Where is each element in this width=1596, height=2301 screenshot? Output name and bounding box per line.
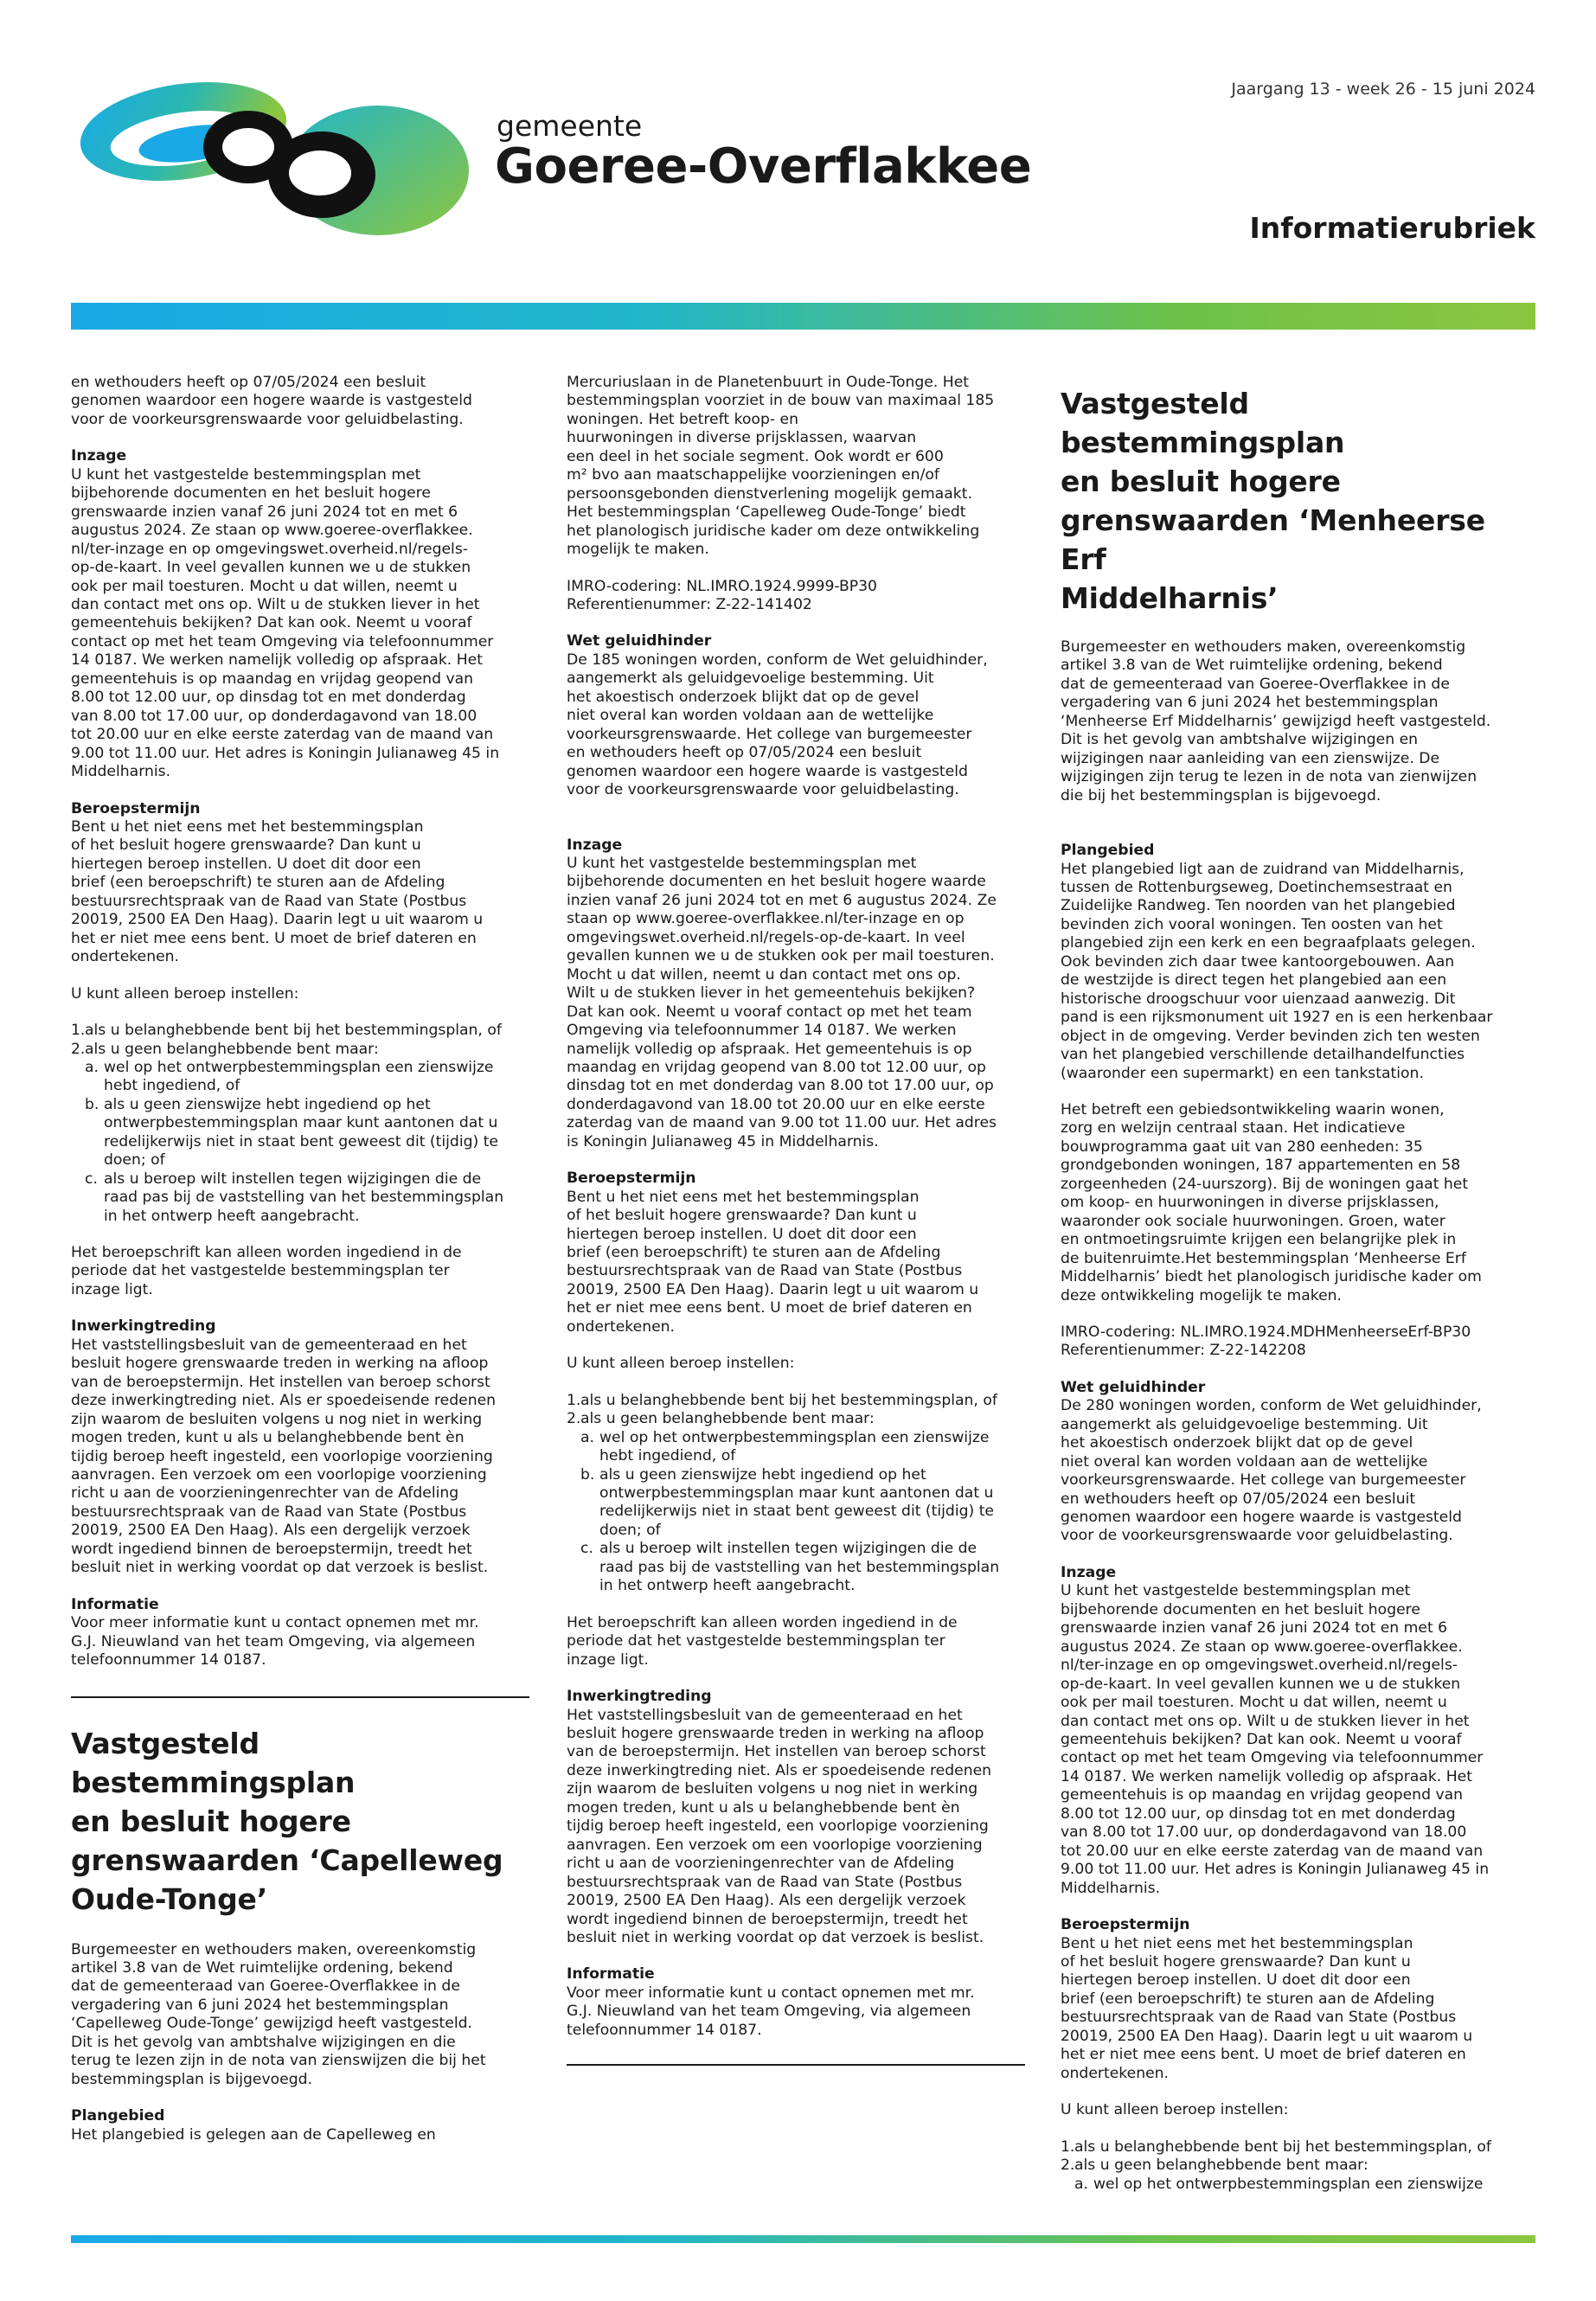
text-line: Het beroepschrift kan alleen worden ingediend in de bbox=[567, 1613, 958, 1631]
list-item: a. wel op het ontwerpbestemmingsplan een zienswijze bbox=[85, 1058, 494, 1076]
text-line: Middelharnis. bbox=[1061, 1879, 1161, 1897]
text-line: Burgemeester en wethouders maken, overeenkomstig bbox=[1061, 638, 1466, 656]
text-line: brief (een beroepschrift) te sturen aan de Afdeling bbox=[1061, 1990, 1435, 2008]
text-line: op-de-kaart. In veel gevallen kunnen we u de stukken bbox=[1061, 1675, 1461, 1693]
text-line: de buitenruimte.Het bestemmingsplan ‘Menheerse Erf bbox=[1061, 1249, 1466, 1267]
text-line: Het vaststellingsbesluit van de gemeenteraad en het bbox=[71, 1336, 467, 1354]
column-2 bbox=[567, 374, 1034, 2225]
text-line: wordt ingediend binnen de beroepstermijn, treedt het bbox=[71, 1540, 472, 1558]
text-line: dan contact met ons op. Wilt u de stukken liever in het bbox=[1061, 1712, 1470, 1730]
text-line: mogelijk te maken. bbox=[567, 541, 709, 559]
list-item: hebt ingediend, of bbox=[599, 1447, 736, 1465]
text-line: 9.00 tot 11.00 uur. Het adres is Koningin Julianaweg 45 in bbox=[1061, 1861, 1490, 1879]
text-line: 8.00 tot 12.00 uur, op dinsdag tot en met donderdag bbox=[1061, 1804, 1456, 1823]
section-heading: Beroepstermijn bbox=[71, 799, 201, 817]
text-line: inzien vanaf 26 juni 2024 tot en met 6 augustus 2024. Ze bbox=[567, 891, 997, 909]
section-heading: Inzage bbox=[71, 447, 127, 465]
list-item: doen; of bbox=[599, 1521, 661, 1539]
text-line: gemeentehuis is op maandag en vrijdag geopend van bbox=[1061, 1786, 1464, 1804]
text-line: het er niet mee eens bent. U moet de brief dateren en bbox=[71, 929, 477, 947]
text-line: of het besluit hogere grenswaarde? Dan kunt u bbox=[1061, 1953, 1411, 1971]
text-line: Zuidelijke Randweg. Ten noorden van het plangebied bbox=[1061, 897, 1456, 915]
text-line: het er niet mee eens bent. U moet de brief dateren en bbox=[1061, 2046, 1466, 2064]
text-line: nl/ter-inzage en op omgevingswet.overheid.nl/regels- bbox=[1061, 1657, 1458, 1675]
list-item: in het ontwerp heeft aangebracht. bbox=[104, 1207, 360, 1225]
text-line: deze inwerkingtreding niet. Als er spoedeisende redenen bbox=[71, 1392, 497, 1410]
text-line: van de beroepstermijn. Het instellen van beroep schorst bbox=[567, 1743, 986, 1761]
list-item: b. als u geen zienswijze hebt ingediend op het bbox=[85, 1095, 431, 1113]
text-line: bestemmingsplan voorziet in de bouw van maximaal 185 bbox=[567, 392, 995, 410]
municipality-name: Goeree-Overflakkee bbox=[495, 138, 1032, 195]
text-line: grondgebonden woningen, 187 appartementen en 58 bbox=[1061, 1157, 1461, 1175]
column-1 bbox=[71, 374, 531, 2225]
text-line: brief (een beroepschrift) te sturen aan de Afdeling bbox=[567, 1244, 941, 1262]
text-line: en wethouders heeft op 07/05/2024 een besluit bbox=[1061, 1490, 1416, 1508]
text-line: periode dat het vastgestelde bestemmingsplan ter bbox=[567, 1632, 945, 1650]
text-line: bestuursrechtspraak van de Raad van State (Postbus bbox=[567, 1873, 963, 1891]
logo-ring-back-hole bbox=[222, 128, 274, 166]
text-line: richt u aan de voorzieningenrechter van de Afdeling bbox=[71, 1484, 459, 1503]
section-heading: Beroepstermijn bbox=[1061, 1916, 1190, 1934]
text-line: van 8.00 tot 17.00 uur, op donderdagavond van 18.00 bbox=[1061, 1823, 1467, 1842]
text-line: Het bestemmingsplan ‘Capelleweg Oude-Tonge’ biedt bbox=[567, 503, 966, 522]
text-line: bestuursrechtspraak van de Raad van State (Postbus bbox=[71, 892, 467, 910]
text-line: bestuursrechtspraak van de Raad van State (Postbus bbox=[1061, 2009, 1457, 2027]
text-line: contact op met het team Omgeving via telefoonnummer bbox=[1061, 1749, 1484, 1767]
text-line: 14 0187. We werken namelijk volledig op afspraak. Het bbox=[71, 651, 483, 670]
logo-ring-front-hole bbox=[289, 151, 351, 195]
article-headline: Vastgesteld bestemmingsplan en besluit hogere grenswaarden ‘Menheerse Erf Middelharnis’ bbox=[1061, 387, 1485, 615]
text-line: gemeentehuis is op maandag en vrijdag geopend van bbox=[71, 670, 474, 688]
text-line: telefoonnummer 14 0187. bbox=[567, 2021, 762, 2039]
text-line: augustus 2024. Ze staan op www.goeree-overflakkee. bbox=[1061, 1638, 1463, 1656]
text-line: een deel in het sociale segment. Ook wordt er 600 bbox=[567, 447, 944, 465]
text-line: besluit hogere grenswaarde treden in werking na afloop bbox=[567, 1725, 984, 1742]
text-line: object in de omgeving. Verder bevinden zich ten westen bbox=[1061, 1027, 1480, 1045]
text-line: Voor meer informatie kunt u contact opnemen met mr. bbox=[71, 1614, 479, 1632]
text-line: Mercuriuslaan in de Planetenbuurt in Oude-Tonge. Het bbox=[567, 374, 970, 391]
text-line: 20019, 2500 EA Den Haag). Daarin legt u uit waarom u bbox=[71, 911, 484, 929]
text-line: ondertekenen. bbox=[1061, 2064, 1170, 2082]
text-line: genomen waardoor een hogere waarde is vastgesteld bbox=[1061, 1509, 1462, 1527]
list-item: b. als u geen zienswijze hebt ingediend op het bbox=[580, 1465, 926, 1484]
text-line: Omgeving via telefoonnummer 14 0187. We werken bbox=[567, 1022, 957, 1040]
text-line: Burgemeester en wethouders maken, overeenkomstig bbox=[71, 1940, 477, 1958]
text-line: gevallen kunnen we u de stukken ook per mail toesturen. bbox=[567, 947, 995, 965]
text-line: inzage ligt. bbox=[567, 1650, 649, 1669]
text-line: brief (een beroepschrift) te sturen aan de Afdeling bbox=[71, 874, 445, 892]
text-line: bestemmingsplan is bijgevoegd. bbox=[71, 2070, 313, 2088]
text-line: Middelharnis’ biedt het planologisch juridische kader om bbox=[1061, 1268, 1482, 1286]
text-line: hiertegen beroep instellen. U doet dit door een bbox=[71, 855, 421, 873]
text-line: aanvragen. Een verzoek om een voorlopige voorziening bbox=[71, 1466, 487, 1484]
text-line: bouwprogramma gaat uit van 280 eenheden: 35 bbox=[1061, 1138, 1423, 1156]
text-line: ook per mail toesturen. Mocht u dat willen, neemt u bbox=[71, 577, 458, 595]
text-line: deze inwerkingtreding niet. Als er spoedeisende redenen bbox=[567, 1761, 992, 1779]
text-line: namelijk volledig op afspraak. Het gemeentehuis is op bbox=[567, 1040, 972, 1058]
section-heading: Beroepstermijn bbox=[567, 1170, 696, 1188]
text-line: terug te lezen zijn in de nota van zienswijzen die bij het bbox=[71, 2052, 486, 2070]
article-headline: Vastgesteld bestemmingsplan en besluit hogere grenswaarden ‘Capelleweg Oude-Tonge’ bbox=[71, 1726, 503, 1916]
rubric-title: Informatierubriek bbox=[1249, 211, 1535, 245]
text-line: Referentienummer: Z-22-142208 bbox=[1061, 1342, 1306, 1360]
text-line: en wethouders heeft op 07/05/2024 een besluit bbox=[567, 744, 922, 762]
text-line: aangemerkt als geluidgevoelige bestemming. Uit bbox=[1061, 1415, 1428, 1433]
text-line: periode dat het vastgestelde bestemmingsplan ter bbox=[71, 1262, 450, 1280]
header-gradient-bar bbox=[71, 303, 1535, 330]
text-line: tijdig beroep heeft ingesteld, een voorlopige voorziening bbox=[567, 1817, 989, 1836]
text-line: zijn waarom de besluiten volgens u nog niet in werking bbox=[567, 1780, 978, 1798]
text-line: het akoestisch onderzoek blijkt dat op de gevel bbox=[567, 688, 920, 706]
text-line: IMRO-codering: NL.IMRO.1924.MDHMenheerseErf-BP30 bbox=[1061, 1323, 1471, 1341]
text-line: aangemerkt als geluidgevoelige bestemming. Uit bbox=[567, 670, 934, 688]
text-line: U kunt het vastgestelde bestemmingsplan met bbox=[567, 854, 917, 872]
list-item: 1. als u belanghebbende bent bij het bestemmingsplan, of bbox=[1061, 2138, 1491, 2156]
text-line: wijzigingen naar aanleiding van een zienswijze. De bbox=[1061, 749, 1440, 767]
text-line: en wethouders heeft op 07/05/2024 een besluit bbox=[71, 374, 426, 391]
list-item: 2. als u geen belanghebbende bent maar: bbox=[1061, 2157, 1368, 2175]
text-line: augustus 2024. Ze staan op www.goeree-overflakkee. bbox=[71, 522, 473, 540]
section-heading: Wet geluidhinder bbox=[567, 632, 712, 651]
text-line: waaronder ook sociale huurwoningen. Groen, water bbox=[1061, 1212, 1445, 1230]
text-line: huurwoningen in diverse prijsklassen, waarvan bbox=[567, 429, 917, 447]
text-line: maandag en vrijdag geopend van 8.00 tot 12.00 uur, op bbox=[567, 1058, 986, 1076]
section-heading: Plangebied bbox=[71, 2107, 165, 2125]
text-line: gemeentehuis bekijken? Dat kan ook. Neemt u vooraf bbox=[71, 614, 472, 632]
text-line: hiertegen beroep instellen. U doet dit door een bbox=[1061, 1971, 1411, 1990]
text-line: tot 20.00 uur en elke eerste zaterdag van de maand van bbox=[71, 726, 494, 744]
list-item: a. wel op het ontwerpbestemmingsplan een zienswijze bbox=[1074, 2175, 1484, 2193]
text-line: persoonsgebonden dienstverlening mogelijk gemaakt. bbox=[567, 484, 972, 503]
list-item: 2. als u geen belanghebbende bent maar: bbox=[71, 1040, 379, 1058]
list-item: c. als u beroep wilt instellen tegen wijzigingen die de bbox=[85, 1170, 482, 1188]
text-line: artikel 3.8 van de Wet ruimtelijke ordening, bekend bbox=[1061, 657, 1443, 675]
text-line: pand is een rijksmonument uit 1927 en is een herkenbaar bbox=[1061, 1009, 1493, 1027]
text-line: Dit is het gevolg van ambtshalve wijzigingen en die bbox=[71, 2033, 456, 2051]
text-line: nl/ter-inzage en op omgevingswet.overheid.nl/regels- bbox=[71, 540, 468, 558]
text-line: 20019, 2500 EA Den Haag). Als een dergelijk verzoek bbox=[567, 1892, 966, 1910]
text-line: genomen waardoor een hogere waarde is vastgesteld bbox=[567, 762, 968, 780]
text-line: bijbehorende documenten en het besluit hogere waarde bbox=[567, 873, 986, 891]
section-heading: Inwerkingtreding bbox=[567, 1688, 712, 1706]
text-line: dat de gemeenteraad van Goeree-Overflakkee in de bbox=[1061, 675, 1450, 693]
text-line: historische droogschuur voor uienzaad aanwezig. Dit bbox=[1061, 990, 1456, 1008]
text-line: de westzijde is direct tegen het plangebied aan een bbox=[1061, 971, 1447, 990]
text-line: Het vaststellingsbesluit van de gemeenteraad en het bbox=[567, 1706, 963, 1724]
text-line: vergadering van 6 juni 2024 het bestemmingsplan bbox=[1061, 694, 1439, 712]
text-line: richt u aan de voorzieningenrechter van de Afdeling bbox=[567, 1855, 955, 1873]
list-item: ontwerpbestemmingsplan maar kunt aantonen dat u bbox=[599, 1484, 994, 1503]
text-line: m² bvo aan maatschappelijke voorzieningen en/of bbox=[567, 466, 939, 484]
text-line: ‘Menheerse Erf Middelharnis’ gewijzigd heeft vastgesteld. bbox=[1061, 712, 1491, 730]
list-item: ontwerpbestemmingsplan maar kunt aantonen dat u bbox=[104, 1114, 498, 1132]
text-line: 8.00 tot 12.00 uur, op dinsdag tot en met donderdag bbox=[71, 689, 466, 707]
list-item: c. als u beroep wilt instellen tegen wijzigingen die de bbox=[580, 1540, 977, 1558]
text-line: wijzigingen zijn terug te lezen in de nota van zienwijzen bbox=[1061, 768, 1477, 786]
text-line: U kunt alleen beroep instellen: bbox=[1061, 2101, 1289, 2119]
text-line: De 280 woningen worden, conform de Wet geluidhinder, bbox=[1061, 1397, 1482, 1415]
text-line: telefoonnummer 14 0187. bbox=[71, 1651, 266, 1670]
text-line: niet overal kan worden voldaan aan de wettelijke bbox=[1061, 1452, 1428, 1471]
text-line: om koop- en huurwoningen in diverse prijsklassen, bbox=[1061, 1194, 1439, 1212]
text-line: tot 20.00 uur en elke eerste zaterdag van de maand van bbox=[1061, 1842, 1484, 1860]
section-heading: Inwerkingtreding bbox=[71, 1317, 216, 1336]
text-line: U kunt het vastgestelde bestemmingsplan met bbox=[71, 465, 421, 484]
municipality-prefix: gemeente bbox=[497, 109, 643, 143]
text-line: 20019, 2500 EA Den Haag). Als een dergelijk verzoek bbox=[71, 1522, 471, 1540]
text-line: Het plangebied ligt aan de zuidrand van Middelharnis, bbox=[1061, 860, 1465, 878]
text-line: U kunt alleen beroep instellen: bbox=[567, 1355, 795, 1373]
text-line: het er niet mee eens bent. U moet de brief dateren en bbox=[567, 1299, 972, 1317]
text-line: IMRO-codering: NL.IMRO.1924.9999-BP30 bbox=[567, 577, 877, 595]
text-line: De 185 woningen worden, conform de Wet geluidhinder, bbox=[567, 651, 988, 669]
text-line: vergadering van 6 juni 2024 het bestemmingsplan bbox=[71, 1996, 449, 2014]
text-line: en ontmoetingsruimte krijgen een belangrijke plek in bbox=[1061, 1231, 1457, 1249]
text-line: van het plangebied verschillende detailhandelfuncties bbox=[1061, 1046, 1465, 1064]
text-line: (waaronder een supermarkt) en een tankstation. bbox=[1061, 1064, 1424, 1082]
text-line: ook per mail toesturen. Mocht u dat willen, neemt u bbox=[1061, 1694, 1447, 1712]
section-heading: Wet geluidhinder bbox=[1061, 1378, 1206, 1396]
text-line: 20019, 2500 EA Den Haag). Daarin legt u uit waarom u bbox=[1061, 2027, 1473, 2045]
text-line: of het besluit hogere grenswaarde? Dan kunt u bbox=[71, 836, 421, 855]
list-item: 2. als u geen belanghebbende bent maar: bbox=[567, 1410, 875, 1428]
text-line: Voor meer informatie kunt u contact opnemen met mr. bbox=[567, 1984, 975, 2002]
text-line: het akoestisch onderzoek blijkt dat op de gevel bbox=[1061, 1434, 1413, 1452]
text-line: op-de-kaart. In veel gevallen kunnen we u de stukken bbox=[71, 559, 471, 577]
text-line: G.J. Nieuwland van het team Omgeving, via algemeen bbox=[71, 1632, 476, 1650]
text-line: die bij het bestemmingsplan is bijgevoegd. bbox=[1061, 786, 1381, 804]
text-line: mogen treden, kunt u als u belanghebbende bent èn bbox=[71, 1429, 465, 1447]
text-line: zaterdag van de maand van 9.00 tot 11.00 uur. Het adres bbox=[567, 1114, 997, 1132]
text-line: U kunt alleen beroep instellen: bbox=[71, 984, 299, 1003]
text-line: Middelharnis. bbox=[71, 763, 171, 781]
text-line: Bent u het niet eens met het bestemmingsplan bbox=[71, 817, 424, 836]
text-line: voorkeursgrenswaarde. Het college van burgemeester bbox=[1061, 1471, 1466, 1490]
list-item: 1. als u belanghebbende bent bij het bestemmingsplan, of bbox=[567, 1391, 997, 1409]
text-line: zijn waarom de besluiten volgens u nog niet in werking bbox=[71, 1410, 483, 1428]
text-line: dinsdag tot en met donderdag van 8.00 tot 17.00 uur, op bbox=[567, 1077, 994, 1095]
list-item: redelijkerwijs niet in staat bent geweest dit (tijdig) te bbox=[104, 1132, 499, 1150]
section-divider bbox=[567, 2064, 1025, 2066]
text-line: bevinden zich vooral woningen. Ten oosten van het bbox=[1061, 915, 1443, 933]
text-line: bijbehorende documenten en het besluit hogere bbox=[71, 484, 431, 503]
text-line: van 8.00 tot 17.00 uur, op donderdagavond van 18.00 bbox=[71, 707, 478, 725]
text-line: deze ontwikkeling mogelijk te maken. bbox=[1061, 1286, 1343, 1304]
text-line: grenswaarde inzien vanaf 26 juni 2024 tot en met 6 bbox=[71, 503, 458, 521]
text-line: woningen. Het betreft koop- en bbox=[567, 410, 798, 428]
text-line: zorg en welzijn centraal staan. Het indicatieve bbox=[1061, 1119, 1406, 1138]
text-line: ondertekenen. bbox=[567, 1317, 676, 1336]
text-line: of het besluit hogere grenswaarde? Dan kunt u bbox=[567, 1207, 917, 1225]
text-line: voor de voorkeursgrenswaarde voor geluidbelasting. bbox=[567, 781, 959, 799]
text-line: het planologisch juridische kader om deze ontwikkeling bbox=[567, 522, 980, 540]
text-line: gemeentehuis bekijken? Dat kan ook. Neemt u vooraf bbox=[1061, 1731, 1462, 1749]
text-line: grenswaarde inzien vanaf 26 juni 2024 tot en met 6 bbox=[1061, 1619, 1448, 1638]
text-line: 20019, 2500 EA Den Haag). Daarin legt u uit waarom u bbox=[567, 1280, 979, 1298]
text-line: hiertegen beroep instellen. U doet dit door een bbox=[567, 1225, 917, 1243]
list-item: doen; of bbox=[104, 1151, 165, 1170]
text-line: donderdagavond van 18.00 tot 20.00 uur en elke eerste bbox=[567, 1095, 985, 1113]
column-3 bbox=[1061, 374, 1536, 2225]
section-heading: Inzage bbox=[567, 836, 623, 854]
text-line: Het beroepschrift kan alleen worden ingediend in de bbox=[71, 1244, 462, 1262]
list-item: a. wel op het ontwerpbestemmingsplan een zienswijze bbox=[580, 1428, 990, 1446]
list-item: in het ontwerp heeft aangebracht. bbox=[599, 1577, 856, 1595]
text-line: besluit hogere grenswaarde treden in werking na afloop bbox=[71, 1355, 489, 1373]
text-line: voor de voorkeursgrenswaarde voor geluidbelasting. bbox=[71, 410, 464, 428]
text-line: Wilt u de stukken liever in het gemeentehuis bekijken? bbox=[567, 984, 976, 1003]
text-line: Dit is het gevolg van ambtshalve wijzigingen en bbox=[1061, 731, 1419, 749]
text-line: Mocht u dat willen, neemt u dan contact met ons op. bbox=[567, 965, 961, 984]
text-line: staan op www.goeree-overflakkee.nl/ter-inzage en op bbox=[567, 910, 965, 928]
list-item: 1. als u belanghebbende bent bij het bestemmingsplan, of bbox=[71, 1022, 502, 1040]
text-line: bijbehorende documenten en het besluit hogere bbox=[1061, 1600, 1420, 1618]
text-line: dan contact met ons op. Wilt u de stukken liever in het bbox=[71, 595, 480, 613]
text-line: G.J. Nieuwland van het team Omgeving, via algemeen bbox=[567, 2003, 971, 2021]
text-line: Het betreft een gebiedsontwikkeling waarin wonen, bbox=[1061, 1100, 1445, 1118]
list-item: raad pas bij de vaststelling van het bestemmingsplan bbox=[599, 1558, 1000, 1576]
text-line: contact op met het team Omgeving via telefoonnummer bbox=[71, 632, 494, 651]
text-line: Referentienummer: Z-22-141402 bbox=[567, 595, 812, 613]
text-line: wordt ingediend binnen de beroepstermijn, treedt het bbox=[567, 1910, 968, 1928]
text-line: Bent u het niet eens met het bestemmingsplan bbox=[1061, 1934, 1413, 1952]
text-line: voorkeursgrenswaarde. Het college van burgemeester bbox=[567, 725, 972, 743]
text-line: besluit niet in werking voordat op dat verzoek is beslist. bbox=[567, 1928, 984, 1946]
list-item: redelijkerwijs niet in staat bent geweest dit (tijdig) te bbox=[599, 1503, 995, 1521]
text-line: mogen treden, kunt u als u belanghebbende bent èn bbox=[567, 1798, 960, 1817]
text-line: 9.00 tot 11.00 uur. Het adres is Koningin Julianaweg 45 in bbox=[71, 744, 500, 762]
section-heading: Informatie bbox=[567, 1965, 655, 1984]
text-line: Dat kan ook. Neemt u vooraf contact op met het team bbox=[567, 1003, 972, 1021]
list-item: raad pas bij de vaststelling van het bestemmingsplan bbox=[104, 1189, 504, 1207]
text-line: 14 0187. We werken namelijk volledig op afspraak. Het bbox=[1061, 1767, 1472, 1785]
text-line: inzage ligt. bbox=[71, 1280, 153, 1298]
goeree-overflakkee-logo bbox=[71, 71, 486, 244]
text-line: Het plangebied is gelegen aan de Capelleweg en bbox=[71, 2125, 436, 2144]
section-heading: Informatie bbox=[71, 1595, 159, 1613]
section-heading: Inzage bbox=[1061, 1563, 1117, 1581]
text-line: artikel 3.8 van de Wet ruimtelijke ordening, bekend bbox=[71, 1959, 453, 1977]
text-line: plangebied zijn een kerk en een begraafplaats gelegen. bbox=[1061, 934, 1476, 952]
text-line: Ook bevinden zich daar twee kantoorgebouwen. Aan bbox=[1061, 952, 1455, 971]
text-line: voor de voorkeursgrenswaarde voor geluidbelasting. bbox=[1061, 1527, 1453, 1545]
edition-line: Jaargang 13 - week 26 - 15 juni 2024 bbox=[1231, 80, 1535, 99]
text-line: niet overal kan worden voldaan aan de wettelijke bbox=[567, 707, 934, 725]
footer-gradient-bar bbox=[71, 2235, 1535, 2243]
text-line: ‘Capelleweg Oude-Tonge’ gewijzigd heeft vastgesteld. bbox=[71, 2015, 473, 2033]
text-line: zorgeenheden (24-uurszorg). Bij de woningen gaat het bbox=[1061, 1175, 1469, 1193]
text-line: tussen de Rottenburgseweg, Doetinchemsestraat en bbox=[1061, 878, 1452, 896]
list-item: hebt ingediend, of bbox=[104, 1077, 240, 1095]
text-line: van de beroepstermijn. Het instellen van beroep schorst bbox=[71, 1373, 490, 1391]
text-line: bestuursrechtspraak van de Raad van State (Postbus bbox=[567, 1262, 963, 1280]
text-line: dat de gemeenteraad van Goeree-Overflakkee in de bbox=[71, 1977, 460, 1996]
text-line: aanvragen. Een verzoek om een voorlopige voorziening bbox=[567, 1836, 983, 1854]
text-line: ondertekenen. bbox=[71, 948, 180, 966]
text-line: bestuursrechtspraak van de Raad van State (Postbus bbox=[71, 1503, 467, 1521]
text-line: genomen waardoor een hogere waarde is vastgesteld bbox=[71, 392, 472, 410]
text-line: omgevingswet.overheid.nl/regels-op-de-kaart. In veel bbox=[567, 928, 965, 946]
section-heading: Plangebied bbox=[1061, 842, 1155, 860]
text-line: tijdig beroep heeft ingesteld, een voorlopige voorziening bbox=[71, 1447, 493, 1465]
text-line: is Koningin Julianaweg 45 in Middelharnis. bbox=[567, 1132, 879, 1150]
text-line: Bent u het niet eens met het bestemmingsplan bbox=[567, 1188, 920, 1206]
text-line: besluit niet in werking voordat op dat verzoek is beslist. bbox=[71, 1559, 489, 1577]
text-line: U kunt het vastgestelde bestemmingsplan met bbox=[1061, 1582, 1411, 1600]
